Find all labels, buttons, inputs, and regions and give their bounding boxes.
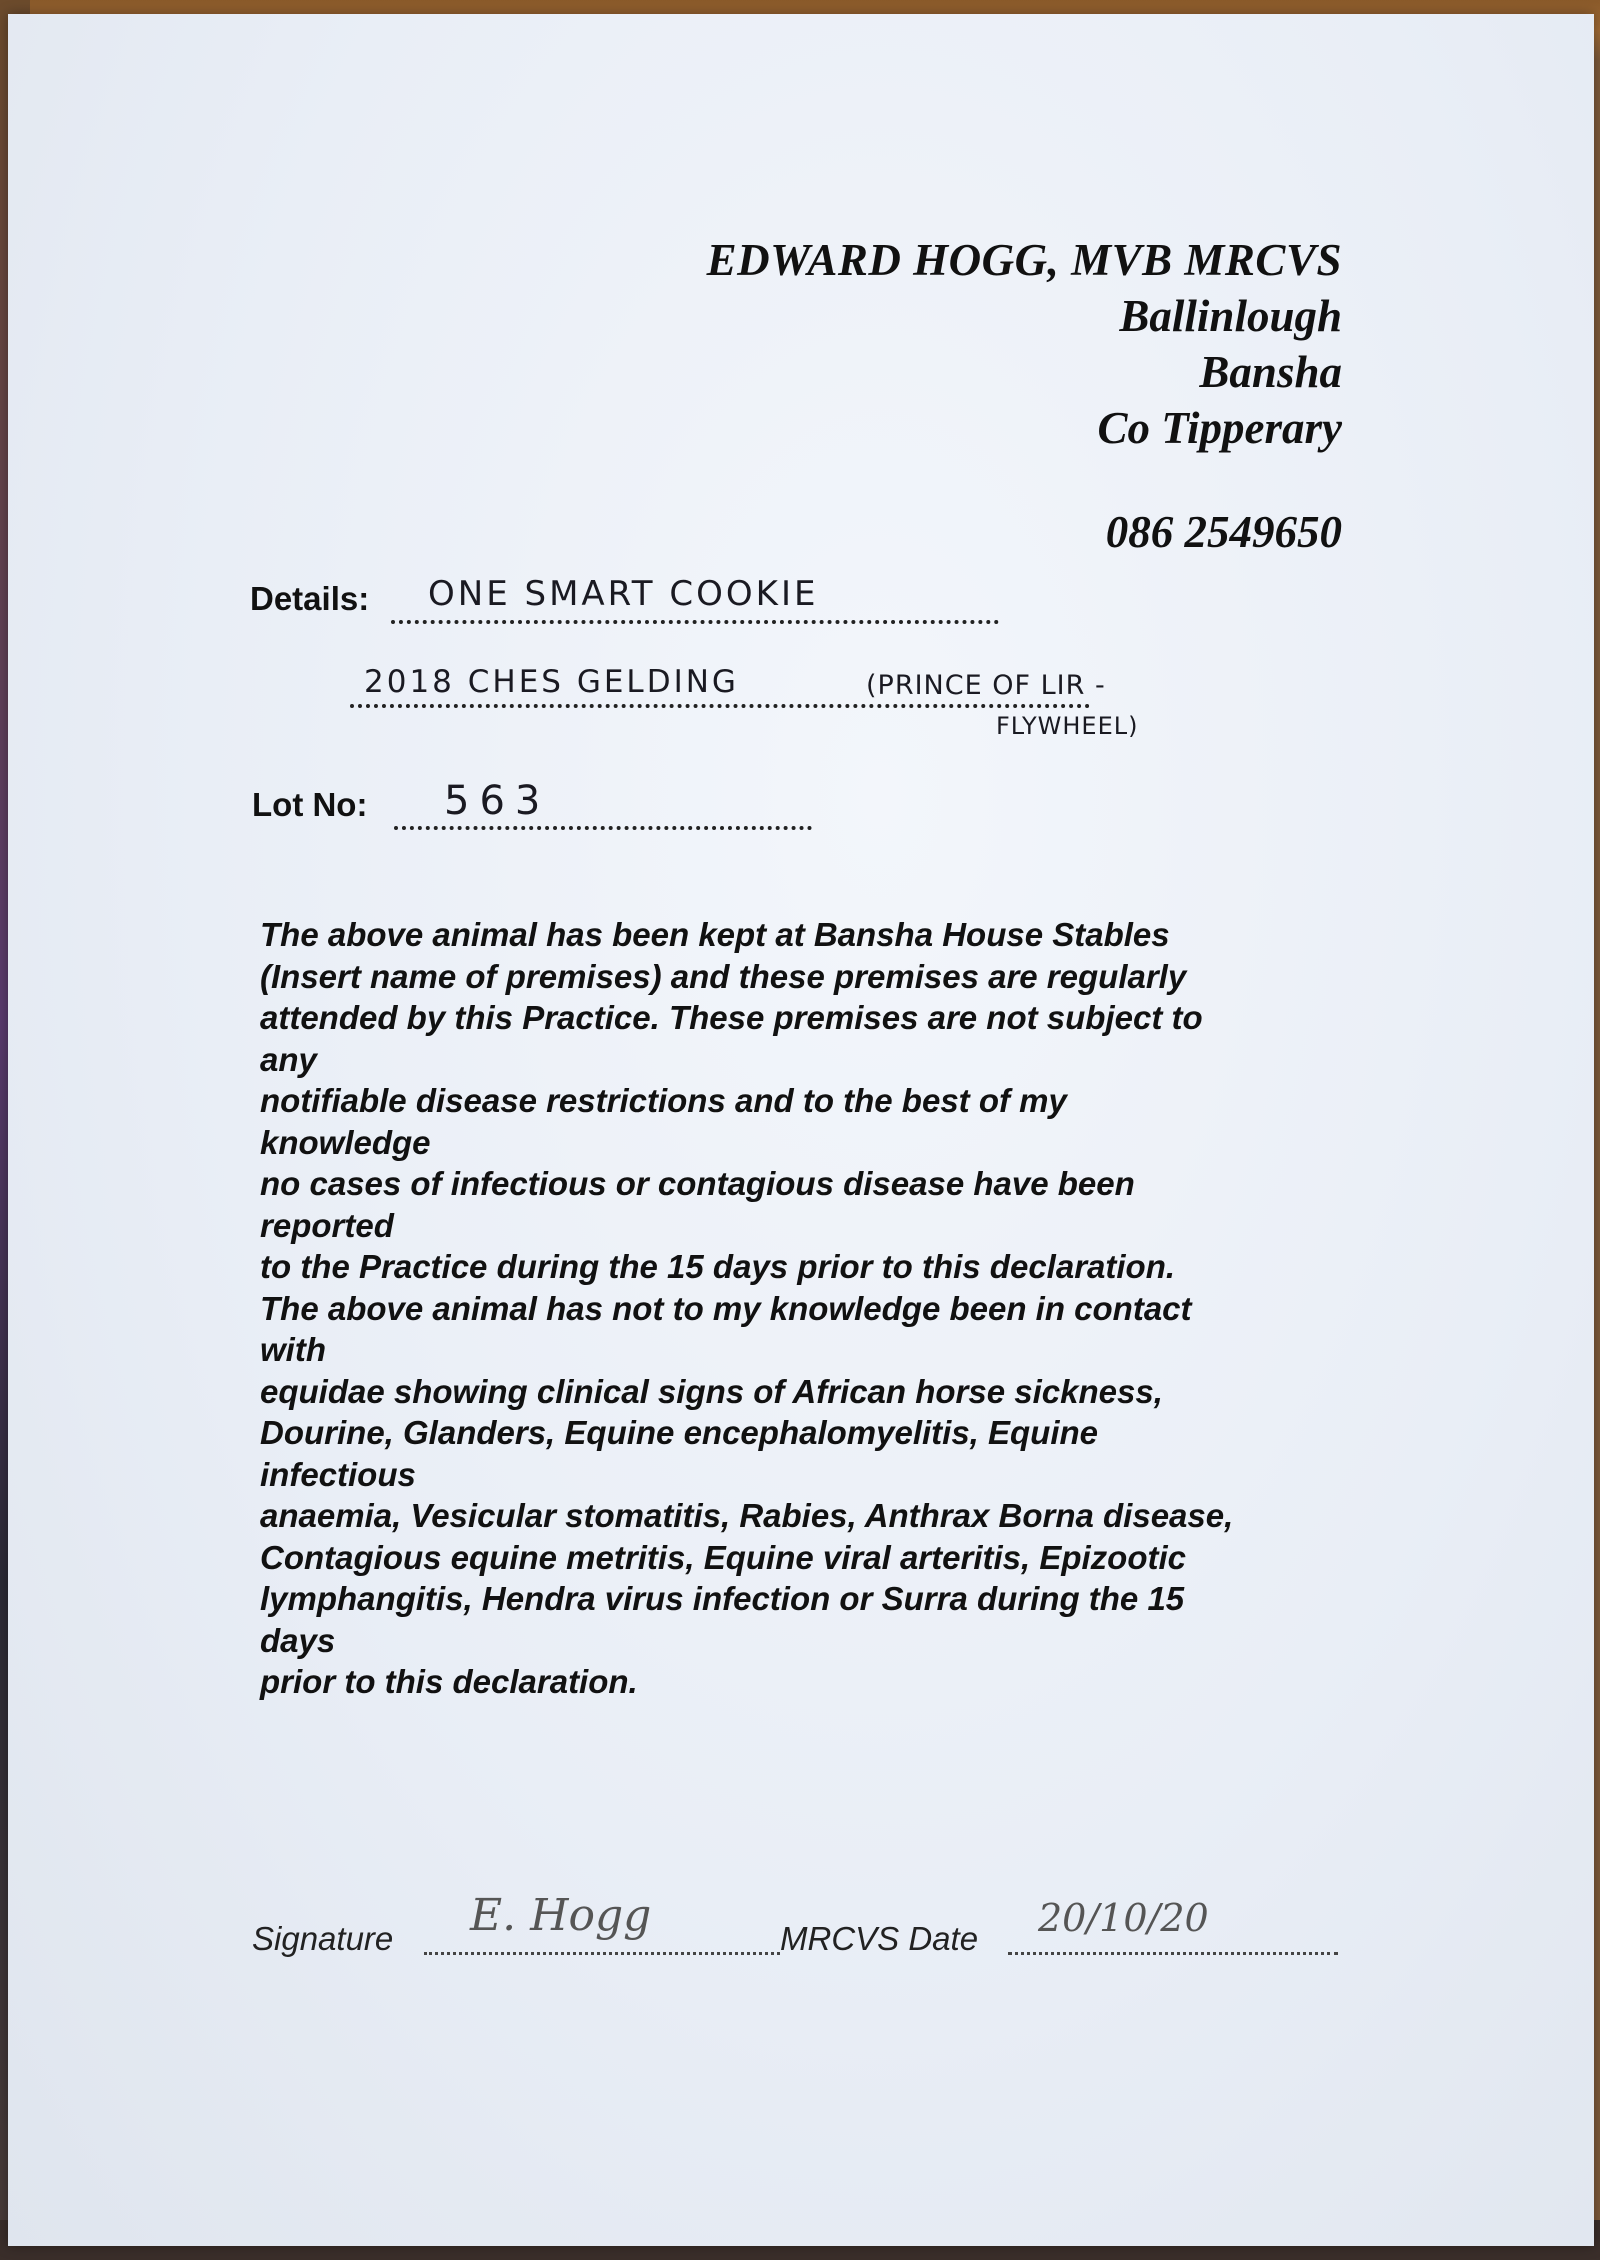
declaration-line: knowledge bbox=[260, 1123, 431, 1161]
declaration-line: infectious bbox=[260, 1455, 416, 1493]
phone-number: 086 2549650 bbox=[1105, 507, 1342, 557]
address-line-1: Ballinlough bbox=[1119, 291, 1342, 341]
details-handwritten-name: ONE SMART COOKIE bbox=[428, 574, 819, 614]
declaration-line: lymphangitis, Hendra virus infection or Surra during the 15 bbox=[260, 1580, 1185, 1617]
details-handwritten-breeding-1: (PRINCE OF LIR - bbox=[866, 670, 1106, 701]
declaration-line: The above animal has been kept at Bansha House Stables bbox=[260, 916, 1170, 953]
declaration-line: equidae showing clinical signs of African horse sickness, bbox=[260, 1372, 1163, 1410]
declaration-line: anaemia, Vesicular stomatitis, Rabies, Anthrax Borna disease, bbox=[260, 1497, 1234, 1534]
details-label: Details: bbox=[250, 580, 370, 617]
declaration-line: (Insert name of premises) and these premises are regularly bbox=[260, 957, 1187, 995]
details-handwritten-description: 2018 CHES GELDING bbox=[364, 664, 739, 700]
vet-name: EDWARD HOGG, MVB MRCVS bbox=[706, 235, 1342, 285]
signature-label: Signature bbox=[252, 1920, 394, 1957]
declaration-line: prior to this declaration. bbox=[260, 1663, 638, 1700]
declaration-line: with bbox=[260, 1331, 326, 1368]
declaration-line: Contagious equine metritis, Equine viral arteritis, Epizootic bbox=[260, 1538, 1186, 1576]
declaration-line: days bbox=[260, 1621, 336, 1659]
lot-label: Lot No: bbox=[252, 786, 368, 823]
address-line-2: Bansha bbox=[1199, 347, 1342, 397]
mrcvs-date-label: MRCVS Date bbox=[780, 1920, 979, 1957]
declaration-line: reported bbox=[260, 1206, 394, 1244]
details-dotted-line-2 bbox=[350, 704, 1090, 708]
address-line-3: Co Tipperary bbox=[1097, 403, 1342, 453]
declaration-line: Dourine, Glanders, Equine encephalomyelitis, Equine bbox=[260, 1414, 1099, 1451]
date-dotted-line bbox=[1008, 1952, 1338, 1955]
declaration-line: notifiable disease restrictions and to the best of my bbox=[260, 1082, 1067, 1119]
declaration-line: attended by this Practice. These premises are not subject to bbox=[260, 999, 1203, 1036]
lot-dotted-line bbox=[394, 826, 812, 830]
document-sheet bbox=[8, 14, 1594, 2246]
details-handwritten-breeding-2: FLYWHEEL) bbox=[996, 712, 1139, 740]
signature-dotted-line bbox=[424, 1952, 780, 1955]
declaration-line: to the Practice during the 15 days prior to this declaration. bbox=[260, 1248, 1176, 1285]
declaration-text bbox=[260, 914, 1380, 1703]
declaration-line: no cases of infectious or contagious disease have been bbox=[260, 1165, 1135, 1202]
declaration-line: any bbox=[260, 1040, 317, 1078]
date-handwritten: 20/10/20 bbox=[1038, 1896, 1209, 1940]
declaration-line: The above animal has not to my knowledge been in contact bbox=[260, 1289, 1192, 1327]
letterhead bbox=[707, 232, 1342, 456]
signature-handwritten: E. Hogg bbox=[470, 1890, 652, 1941]
details-dotted-line-1 bbox=[391, 620, 999, 624]
lot-handwritten-number: 563 bbox=[444, 778, 551, 824]
